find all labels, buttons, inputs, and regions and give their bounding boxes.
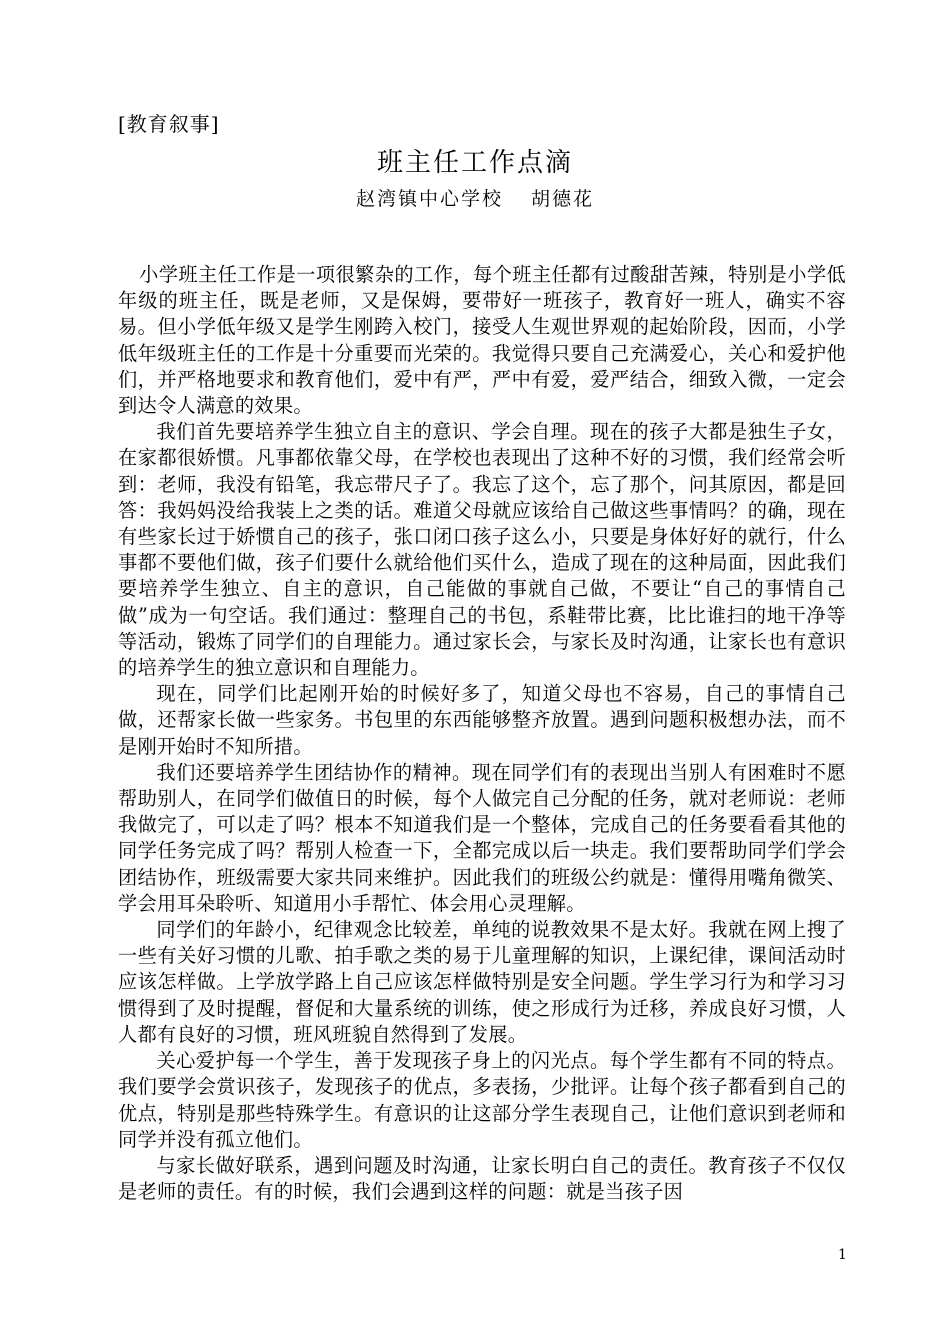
paragraph-5: 同学们的年龄小，纪律观念比较差，单纯的说教效果不是太好。我就在网上搜了一些有关好习惯的儿歌、拍手歌之类的易于儿童理解的知识，上课纪律，课间活动时应该怎样做。上学放学路上自己应该怎样做特别是安全问题。学生学习行为和学习习惯得到了及时提醒，督促和大量系统的训练，使之形成行为迁移，养成良好习惯，人人都有良好的习惯，班风班貌自然得到了发展。 [118,918,846,1046]
page-number: 1 [838,1247,847,1263]
paragraph-3: 现在，同学们比起刚开始的时候好多了，知道父母也不容易，自己的事情自己做，还帮家长做一些家务。书包里的东西能够整齐放置。遇到问题积极想办法，而不是刚开始时不知所措。 [118,682,846,758]
paragraph-4: 我们还要培养学生团结协作的精神。现在同学们有的表现出当别人有困难时不愿帮助别人，在同学们做值日的时候，每个人做完自己分配的任务，就对老师说：老师我做完了，可以走了吗？根本不知道我们是一个整体，完成自己的任务要看看其他的同学任务完成了吗？帮别人检查一下，全都完成以后一块走。我们要帮助同学们学会团结协作，班级需要大家共同来维护。因此我们的班级公约就是：懂得用嘴角微笑、学会用耳朵聆听、知道用小手帮忙、体会用心灵理解。 [118,760,846,915]
document-title: 班主任工作点滴 [376,148,573,178]
author-school: 赵湾镇中心学校 [355,188,503,210]
document-body [118,262,846,1205]
paragraph-6: 关心爱护每一个学生，善于发现孩子身上的闪光点。每个学生都有不同的特点。我们要学会赏识孩子，发现孩子的优点，多表扬，少批评。让每个孩子都看到自己的优点，特别是那些特殊学生。有意识的让这部分学生表现自己，让他们意识到老师和同学并没有孤立他们。 [118,1049,846,1151]
section-tag: [教育叙事] [118,112,220,136]
paragraph-2: 我们首先要培养学生独立自主的意识、学会自理。现在的孩子大都是独生子女，在家都很娇惯。凡事都依靠父母，在学校也表现出了这种不好的习惯，我们经常会听到：老师，我没有铅笔，我忘带尺子了。我忘了这个，忘了那个，问其原因，都是回答：我妈妈没给我装上之类的话。难道父母就应该给自己做这些事情吗？的确，现在有些家长过于娇惯自己的孩子，张口闭口孩子这么小，只要是身体好好的就行，什么事都不要他们做，孩子们要什么就给他们买什么，造成了现在的这种局面，因此我们要培养学生独立、自主的意识，自己能做的事就自己做，不要让“自己的事情自己做”成为一句空话。我们通过：整理自己的书包，系鞋带比赛，比比谁扫的地干净等等活动，锻炼了同学们的自理能力。通过家长会，与家长及时沟通，让家长也有意识的培养学生的独立意识和自理能力。 [118,420,846,680]
author-byline [0,186,950,212]
author-name: 胡德花 [531,188,595,210]
paragraph-1: 小学班主任工作是一项很繁杂的工作，每个班主任都有过酸甜苦辣，特别是小学低年级的班主任，既是老师，又是保姆，要带好一班孩子，教育好一班人，确实不容易。但小学低年级又是学生刚跨入校门，接受人生观世界观的起始阶段，因而，小学低年级班主任的工作是十分重要而光荣的。我觉得只要自己充满爱心，关心和爱护他们，并严格地要求和教育他们，爱中有严，严中有爱，爱严结合，细致入微，一定会到达令人满意的效果。 [118,263,846,418]
paragraph-7: 与家长做好联系，遇到问题及时沟通，让家长明白自己的责任。教育孩子不仅仅是老师的责任。有的时候，我们会遇到这样的问题：就是当孩子因 [118,1153,846,1204]
